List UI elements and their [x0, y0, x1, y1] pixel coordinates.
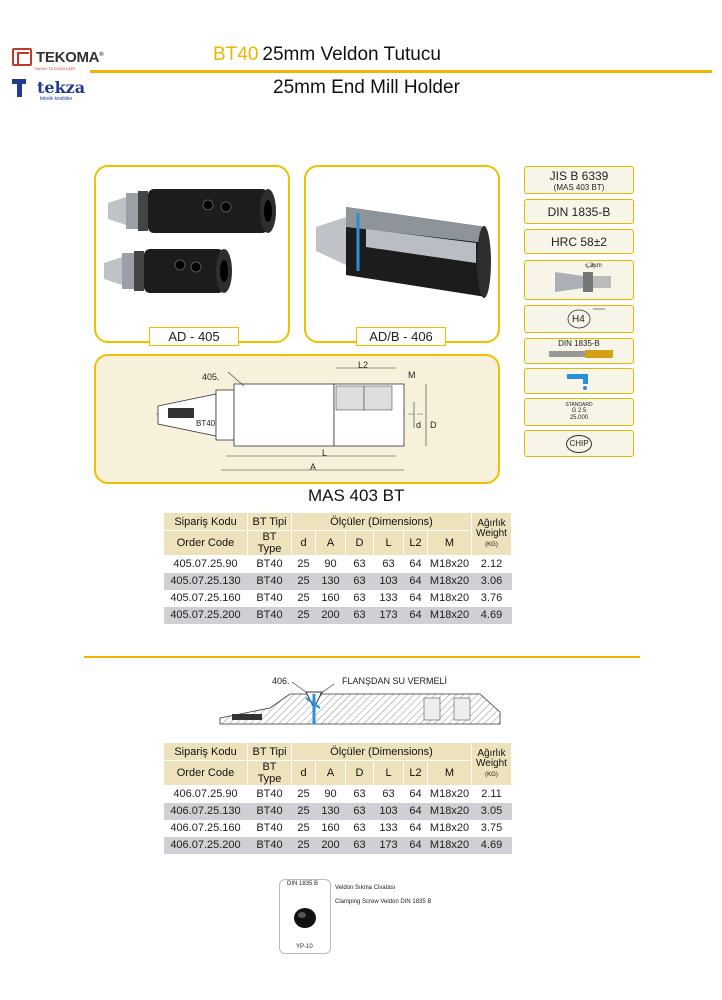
drawing1-part-ref: 405. — [202, 372, 220, 382]
chip-icon: CHIP — [566, 435, 592, 453]
spec-hrc-main: HRC 58±2 — [551, 234, 607, 249]
table-cell: M18x20 — [429, 788, 470, 801]
th-col-D: D — [346, 531, 374, 556]
table-cell: 2.12 — [480, 558, 503, 571]
table-cell: BT40 — [256, 788, 283, 801]
table-row — [164, 837, 512, 854]
end-mill-holder-photo — [96, 167, 288, 341]
spec-runout-sub: ≤ 3µm — [585, 263, 602, 269]
th-col-d: d — [292, 531, 316, 556]
tekoma-logo-subtitle: TAKIM TEZGAHLARI — [34, 66, 76, 71]
table-cell: 133 — [379, 822, 398, 834]
table-cell: 63 — [346, 607, 374, 624]
product-photo-card-406 — [304, 165, 500, 343]
tekoma-logo — [12, 48, 103, 66]
table-cell: 173 — [374, 837, 404, 854]
th-col-m: M — [428, 531, 472, 556]
th-weight: Ağırlık Weight (KG) — [472, 513, 512, 556]
table-cell: BT40 — [256, 822, 283, 834]
dim-label-l2: L2 — [358, 360, 369, 370]
accessory-card — [279, 879, 331, 954]
card-label-406: AD/B - 406 — [356, 327, 446, 346]
table-cell: M18x20 — [428, 837, 472, 854]
endmill-icon — [539, 348, 619, 360]
th-col-a: A — [316, 531, 346, 556]
table2-body — [164, 786, 512, 854]
table-cell: 64 — [404, 803, 428, 820]
table-cell: 103 — [374, 573, 404, 590]
table-cell: 3.76 — [480, 592, 503, 604]
tekoma-mark-icon — [12, 48, 32, 66]
drawing1-bt-label: BT40 — [196, 419, 216, 428]
table-row — [164, 573, 512, 590]
technical-drawing-405 — [94, 354, 500, 484]
table-cell: BT40 — [256, 592, 283, 604]
table-cell: M18x20 — [428, 573, 472, 590]
table-cell: 103 — [374, 803, 404, 820]
dim-label-D: D — [430, 420, 437, 430]
th2-col-l: L — [374, 761, 404, 786]
table-cell: 406.07.25.200 — [164, 837, 248, 854]
table-cell: 25 — [297, 822, 310, 834]
table-cell: 63 — [382, 788, 395, 801]
spec-h4-main: H4 — [572, 314, 585, 325]
table-cell: 25 — [297, 788, 310, 801]
table-cell: 406.07.25.160 — [170, 822, 241, 834]
spec-chip — [524, 430, 634, 457]
table-cell: 64 — [409, 788, 422, 801]
th-order-tr: Sipariş Kodu — [164, 513, 248, 531]
th2-type-tr: BT Tipi — [248, 743, 292, 761]
tekza-logo — [12, 78, 85, 97]
table-cell: 3.06 — [472, 573, 512, 590]
accessory-desc-en: Clamping Screw Veldon DIN 1835 B — [335, 899, 432, 905]
product-photo-card-405 — [94, 165, 290, 343]
th2-col-a: A — [316, 761, 346, 786]
accessory-code: YP-10 — [296, 944, 313, 950]
th2-col-D: D — [346, 761, 374, 786]
cutaway-holder-photo — [306, 167, 498, 341]
header-divider — [90, 70, 712, 73]
table-cell: 64 — [404, 573, 428, 590]
spec-jis — [524, 166, 634, 194]
th-type-tr: BT Tipi — [248, 513, 292, 531]
table-cell: 173 — [374, 607, 404, 624]
spec-coolant — [524, 368, 634, 394]
table-row — [164, 820, 512, 837]
table-cell: 133 — [379, 592, 398, 604]
table-row — [164, 590, 512, 607]
table-cell: BT40 — [248, 573, 292, 590]
table-cell: 64 — [409, 822, 422, 834]
table-cell: 25 — [297, 592, 310, 604]
drawing2-note: FLANŞDAN SU VERMELİ — [342, 676, 448, 686]
title-tr: 25mm Veldon Tutucu — [262, 44, 441, 65]
table-cell: 63 — [346, 573, 374, 590]
clamping-screw-icon — [280, 880, 330, 953]
table-cell: 64 — [409, 558, 422, 571]
table-cell: 4.69 — [472, 607, 512, 624]
page-subtitle: 25mm End Mill Holder — [273, 77, 460, 98]
table-cell: 130 — [316, 803, 346, 820]
table-406 — [163, 742, 512, 854]
page-title — [213, 44, 441, 66]
table-cell: 2.11 — [481, 788, 502, 801]
table-cell: BT40 — [248, 607, 292, 624]
table-cell: 64 — [404, 837, 428, 854]
table-cell: M18x20 — [429, 592, 470, 604]
table-cell: 405.07.25.200 — [164, 607, 248, 624]
spec-din — [524, 199, 634, 224]
table-cell: 200 — [316, 837, 346, 854]
table-cell: BT40 — [248, 803, 292, 820]
table-cell: 63 — [353, 558, 366, 571]
table-cell: 25 — [292, 803, 316, 820]
table-cell: BT40 — [248, 837, 292, 854]
runout-icon — [539, 262, 619, 298]
table-row — [164, 607, 512, 624]
th-col-l2: L2 — [404, 531, 428, 556]
spec-balance — [524, 398, 634, 426]
table-cell: 63 — [346, 837, 374, 854]
drawing2-part-ref: 406. — [272, 676, 290, 686]
table-row — [164, 556, 512, 573]
table-cell: 405.07.25.90 — [173, 558, 238, 571]
title-accent: BT40 — [213, 44, 259, 65]
table-cell: 25 — [292, 837, 316, 854]
spec-balance-main: STANDARD — [565, 402, 593, 408]
table-cell: M18x20 — [429, 558, 470, 571]
th2-col-l2: L2 — [404, 761, 428, 786]
th2-type-en: BT Type — [248, 761, 292, 786]
table-cell: 406.07.25.130 — [164, 803, 248, 820]
table-cell: 405.07.25.130 — [164, 573, 248, 590]
table1-body — [164, 556, 512, 624]
table-cell: 63 — [346, 803, 374, 820]
spec-jis-sub: (MAS 403 BT) — [553, 182, 605, 192]
table-cell: 63 — [353, 822, 366, 834]
th2-weight: Ağırlık Weight (KG) — [472, 743, 512, 786]
table-cell: 3.05 — [472, 803, 512, 820]
table-cell: 63 — [353, 788, 366, 801]
table-cell: 63 — [382, 558, 395, 571]
table-cell: 405.07.25.160 — [170, 592, 241, 604]
th-col-l: L — [374, 531, 404, 556]
dim-label-m: M — [408, 370, 416, 380]
th2-order-tr: Sipariş Kodu — [164, 743, 248, 761]
tekza-logo-subtitle: teknik kesikiler — [40, 96, 73, 102]
th2-dimensions: Ölçüler (Dimensions) — [292, 743, 472, 761]
table-cell: 406.07.25.90 — [173, 788, 238, 801]
spec-runout — [524, 260, 634, 300]
th2-order-en: Order Code — [164, 761, 248, 786]
dim-label-A: A — [310, 462, 317, 472]
table-cell: 160 — [321, 822, 340, 834]
table-cell: 63 — [353, 592, 366, 604]
tekza-mark-icon — [12, 79, 34, 97]
section-divider — [84, 656, 640, 658]
table-cell: 25 — [292, 573, 316, 590]
table-cell: 200 — [316, 607, 346, 624]
dim-label-d: d — [416, 420, 422, 430]
coolant-icon — [559, 370, 599, 392]
table-row — [164, 786, 512, 803]
table1-caption: MAS 403 BT — [308, 486, 405, 505]
table-cell: 25 — [297, 558, 310, 571]
table-cell: BT40 — [256, 558, 283, 571]
spec-endmill — [524, 338, 634, 364]
table-cell: M18x20 — [429, 822, 470, 834]
spec-hrc — [524, 229, 634, 254]
spec-din-main: DIN 1835-B — [547, 204, 611, 219]
th-order-en: Order Code — [164, 531, 248, 556]
accessory-standard: DIN 1835 B — [287, 881, 319, 887]
table-cell: 64 — [409, 592, 422, 604]
th2-col-m: M — [428, 761, 472, 786]
card-label-405: AD - 405 — [149, 327, 239, 346]
technical-drawing-406 — [210, 672, 510, 732]
accessory-desc-tr: Veldon Sıkma Civatası — [335, 885, 396, 891]
spec-balance-sub: G 2.5 25.000 — [569, 408, 589, 421]
spec-endmill-main: DIN 1835-B — [558, 339, 600, 348]
dim-label-L: L — [322, 448, 328, 458]
table-cell: M18x20 — [428, 803, 472, 820]
th-type-en: BT Type — [248, 531, 292, 556]
table-cell: 4.69 — [472, 837, 512, 854]
table-cell: 160 — [321, 592, 340, 604]
table-cell: 130 — [316, 573, 346, 590]
table-cell: 90 — [324, 788, 337, 801]
table-cell: 25 — [292, 607, 316, 624]
th-dimensions: Ölçüler (Dimensions) — [292, 513, 472, 531]
table-row — [164, 803, 512, 820]
th2-col-d: d — [292, 761, 316, 786]
spec-jis-main: JIS B 6339 — [549, 168, 609, 183]
tekza-logo-text: tekza — [37, 78, 86, 97]
table-405 — [163, 512, 512, 624]
table-cell: 3.75 — [480, 822, 503, 834]
tekoma-logo-text: TEKOMA® — [36, 48, 104, 66]
table-cell: 90 — [324, 558, 337, 571]
drawing-405-svg — [96, 356, 498, 482]
table-cell: M18x20 — [428, 607, 472, 624]
spec-h4 — [524, 305, 634, 333]
table-cell: 64 — [404, 607, 428, 624]
